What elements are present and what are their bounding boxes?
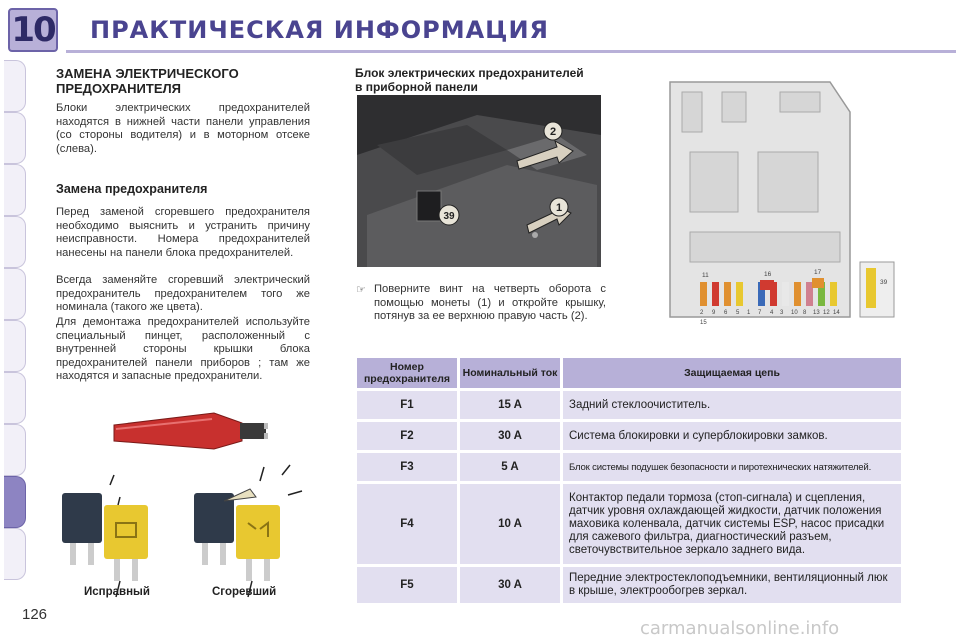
fuse-rating: 30 A: [460, 567, 560, 603]
fuse-number-label: 10: [791, 310, 798, 316]
table-row: [357, 391, 901, 419]
chapter-tab-active[interactable]: [4, 476, 26, 528]
fuse-number-label: 4: [770, 310, 774, 316]
fuse-rating: 15 A: [460, 391, 560, 419]
fuse-pliers-icon: [114, 413, 268, 449]
fuse-rating: 10 A: [460, 484, 560, 564]
chapter-tab[interactable]: [4, 216, 26, 268]
fuse-circuit: Блок системы подушек безопасности и пиротехнических натяжителей.: [563, 453, 901, 481]
callout-label: 39: [443, 211, 455, 222]
fuse-number-label: 13: [813, 310, 820, 316]
table-row: [357, 453, 901, 481]
chapter-tab[interactable]: [4, 112, 26, 164]
chapter-badge: 10: [8, 8, 58, 52]
page-number: 126: [22, 606, 48, 623]
fuse-number-label: 16: [764, 271, 772, 278]
fuse-circuit: Контактор педали тормоза (стоп-сигнала) и сцепления, датчик уровня охлаждающей жидкости, датчик положения маховика коленвала, датчик системы ESP, насос присадки для сажевого фильтра, диагностический разъем, светочувствительное зеркало заднего вида.: [563, 484, 901, 564]
fuse-circuit: Задний стеклоочиститель.: [563, 391, 901, 419]
table-header: Номинальный ток: [460, 358, 560, 388]
instruction-text: Поверните винт на четверть оборота с помощью монеты (1) и откройте крышку, потянув за ее верхнюю правую часть (2).: [374, 283, 606, 323]
fuse-number-label: 8: [803, 310, 807, 316]
pointing-hand-icon: ☞: [356, 284, 366, 296]
caption-good-fuse: Исправный: [84, 586, 150, 598]
paragraph: Для демонтажа предохранителей используйте специальный пинцет, расположенный с внутренней стороны крышки блока предохранителей панели приборов ; там же находятся и запасные предохранители.: [56, 316, 310, 383]
page-title: ПРАКТИЧЕСКАЯ ИНФОРМАЦИЯ: [90, 16, 550, 44]
fuse-number-label: 14: [833, 310, 840, 316]
good-fuse-icon: [62, 475, 148, 597]
table-row: [357, 484, 901, 564]
fuse-illustration: [44, 405, 314, 605]
fuse-number: F4: [357, 484, 457, 564]
callout-label: 2: [549, 126, 557, 138]
dashboard-photo: [357, 95, 601, 267]
chapter-tabs: [0, 60, 32, 580]
fuse-circuit: Система блокировки и суперблокировки замков.: [563, 422, 901, 450]
fuse-number-label: 11: [702, 272, 709, 279]
fusebox-heading-line: Блок электрических предохранителей: [355, 66, 584, 80]
chapter-tab[interactable]: [4, 164, 26, 216]
chapter-tab[interactable]: [4, 60, 26, 112]
fuse-number-label: 6: [724, 310, 728, 316]
callout-label: 1: [555, 202, 563, 214]
fuse-number-label: 7: [758, 310, 762, 316]
fuse-table: [354, 355, 904, 606]
fuse-number: F3: [357, 453, 457, 481]
header: [0, 0, 960, 56]
blown-fuse-icon: [194, 465, 302, 597]
table-header: Номер предохранителя: [357, 358, 457, 388]
table-row: [357, 422, 901, 450]
watermark: carmanualsonline.info: [640, 618, 840, 639]
paragraph: Перед заменой сгоревшего предохранителя необходимо выяснить и устранить причину неисправности. Номера предохранителей нанесены на панели блока предохранителей.: [56, 206, 310, 259]
fusebox-diagram: [660, 72, 900, 327]
chapter-tab[interactable]: [4, 268, 26, 320]
fuse-rating: 5 A: [460, 453, 560, 481]
section-heading-line: ЗАМЕНА ЭЛЕКТРИЧЕСКОГО: [56, 66, 239, 81]
chapter-tab[interactable]: [4, 528, 26, 580]
table-row: [357, 567, 901, 603]
fuse-number-label: 5: [736, 310, 740, 316]
fuse-number: F5: [357, 567, 457, 603]
fuse-circuit: Передние электростеклоподъемники, вентиляционный люк в крыше, электрообогрев зеркал.: [563, 567, 901, 603]
fuse-number: F1: [357, 391, 457, 419]
fuse-number-label: 1: [747, 310, 751, 316]
caption-blown-fuse: Сгоревший: [212, 586, 277, 598]
fuse-number-label: 3: [780, 310, 784, 316]
subheading: Замена предохранителя: [56, 182, 208, 196]
section-heading-line: ПРЕДОХРАНИТЕЛЯ: [56, 81, 181, 96]
table-header-row: [357, 358, 901, 388]
fuse-number-label: 39: [880, 279, 888, 286]
fuse-number-label: 12: [823, 310, 830, 316]
intro-paragraph: Блоки электрических предохранителей находятся в нижней части панели управления (со стороны водителя) и в моторном отсеке (слева).: [56, 102, 310, 155]
chapter-tab[interactable]: [4, 424, 26, 476]
paragraph: Всегда заменяйте сгоревший электрический предохранитель предохранителем того же номинала (такого же цвета).: [56, 274, 310, 314]
table-header: Защищаемая цепь: [563, 358, 901, 388]
fuse-number-label: 17: [814, 269, 822, 276]
chapter-tab[interactable]: [4, 320, 26, 372]
section-heading: [56, 66, 306, 96]
chapter-tab[interactable]: [4, 372, 26, 424]
fuse-number-label: 2: [700, 310, 704, 316]
fuse-number: F2: [357, 422, 457, 450]
fusebox-heading: [355, 66, 615, 94]
fuse-number-label: 9: [712, 310, 716, 316]
fuse-rating: 30 A: [460, 422, 560, 450]
fuse-number-label: 15: [700, 320, 707, 326]
fusebox-heading-line: в приборной панели: [355, 80, 478, 94]
header-divider: [66, 50, 956, 53]
